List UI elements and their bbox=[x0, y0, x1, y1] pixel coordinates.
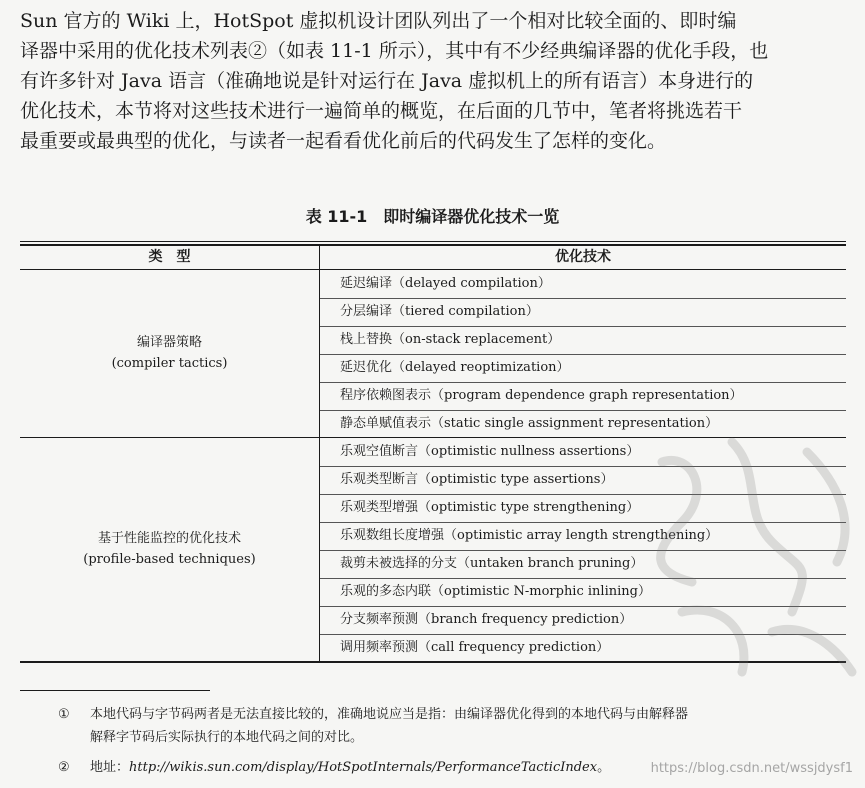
footnote-line: 本地代码与字节码两者是无法直接比较的，准确地说应当是指：由编译器优化得到的本地代码与由解释器 bbox=[90, 707, 689, 722]
footnote-url[interactable]: http://wikis.sun.com/display/HotSpotInternals/PerformanceTacticIndex bbox=[129, 760, 598, 775]
table-row: 延迟优化（delayed reoptimization） bbox=[340, 360, 570, 375]
paragraph-line: 优化技术，本节将对这些技术进行一遍简单的概览，在后面的几节中，笔者将挑选若干 bbox=[20, 100, 743, 122]
paragraph-line: 有许多针对 Java 语言（准确地说是针对运行在 Java 虚拟机上的所有语言）本身进行的 bbox=[20, 70, 754, 92]
optimization-table bbox=[20, 241, 846, 665]
table-row: 乐观数组长度增强（optimistic array length strengthening） bbox=[340, 528, 719, 543]
paragraph-line: Sun 官方的 Wiki 上，HotSpot 虚拟机设计团队列出了一个相对比较全面的、即时编 bbox=[20, 10, 737, 32]
group-compiler-tactics-rows bbox=[320, 270, 846, 437]
footnote-mark: ② bbox=[58, 760, 70, 775]
group-name-english: (profile-based techniques) bbox=[83, 552, 256, 567]
table-top-rule bbox=[20, 241, 846, 242]
group-profile-based bbox=[20, 438, 319, 661]
table-row: 乐观的多态内联（optimistic N-morphic inlining） bbox=[340, 584, 651, 599]
body-paragraph bbox=[20, 6, 846, 156]
footnote-rule bbox=[20, 690, 210, 691]
group-compiler-tactics bbox=[20, 270, 319, 437]
table-row: 分层编译（tiered compilation） bbox=[340, 304, 539, 319]
table-row: 裁剪未被选择的分支（untaken branch pruning） bbox=[340, 556, 644, 571]
table-row: 程序依赖图表示（program dependence graph representation） bbox=[340, 388, 743, 403]
table-row: 延迟编译（delayed compilation） bbox=[340, 276, 551, 291]
paragraph-line: 最重要或最典型的优化，与读者一起看看优化前后的代码发生了怎样的变化。 bbox=[20, 130, 667, 152]
group-name: 编译器策略 bbox=[136, 335, 202, 350]
paragraph-line: 译器中采用的优化技术列表②（如表 11-1 所示），其中有不少经典编译器的优化手段，也 bbox=[20, 40, 769, 62]
footnote-prefix: 地址： bbox=[90, 760, 130, 775]
table-row: 乐观类型增强（optimistic type strengthening） bbox=[340, 500, 640, 515]
header-technique: 优化技术 bbox=[555, 249, 611, 265]
group-name: 基于性能监控的优化技术 bbox=[97, 531, 241, 546]
footnote-1 bbox=[60, 703, 850, 749]
footnote-mark: ① bbox=[58, 707, 70, 722]
group-name-english: (compiler tactics) bbox=[111, 356, 228, 371]
source-watermark: https://blog.csdn.net/wssjdysf1 bbox=[650, 761, 853, 776]
table-row: 调用频率预测（call frequency prediction） bbox=[340, 640, 610, 655]
group-profile-based-rows bbox=[320, 438, 846, 661]
table-row: 乐观空值断言（optimistic nullness assertions） bbox=[340, 444, 640, 459]
table-caption: 表 11-1 即时编译器优化技术一览 bbox=[305, 207, 560, 226]
table-row: 栈上替换（on-stack replacement） bbox=[340, 332, 561, 347]
table-row: 静态单赋值表示（static single assignment representation） bbox=[340, 416, 719, 431]
table-row: 分支频率预测（branch frequency prediction） bbox=[340, 612, 633, 627]
footnote-suffix: 。 bbox=[597, 760, 611, 775]
table-row: 乐观类型断言（optimistic type assertions） bbox=[340, 472, 614, 487]
footnote-line: 解释字节码后实际执行的本地代码之间的对比。 bbox=[90, 730, 364, 745]
header-type: 类 型 bbox=[148, 249, 191, 265]
